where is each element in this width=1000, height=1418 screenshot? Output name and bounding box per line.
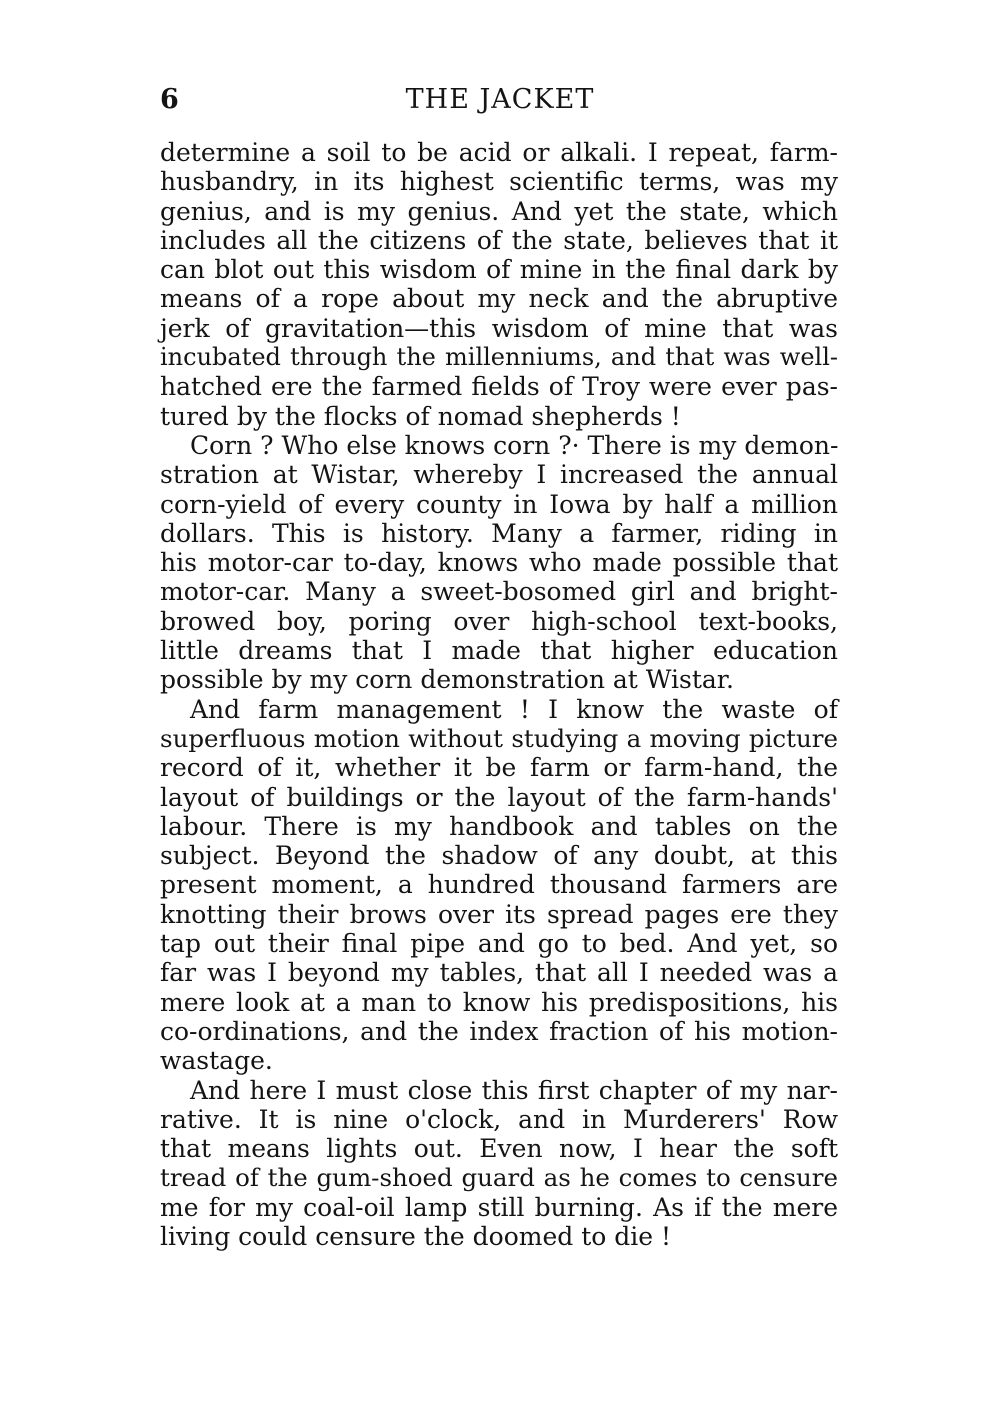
text-line: corn-yield of every county in Iowa by half a million: [160, 489, 838, 519]
text-line: tured by the flocks of nomad shepherds !: [160, 401, 681, 431]
body-text: [160, 138, 838, 1251]
text-line: possible by my corn demonstration at Wistar.: [160, 665, 734, 695]
text-line: determine a soil to be acid or alkali. I repeat, farm-: [160, 138, 838, 167]
text-line: superfluous motion without studying a moving picture: [160, 723, 838, 753]
text-line: wastage.: [160, 1046, 273, 1076]
text-line: dollars. This is history. Many a farmer, riding in: [160, 518, 838, 548]
text-line: that means lights out. Even now, I hear the soft: [160, 1134, 838, 1164]
text-line: includes all the citizens of the state, believes that it: [160, 225, 838, 255]
text-line: tap out their final pipe and go to bed. And yet, so: [160, 929, 838, 959]
text-line: browed boy, poring over high-school text-books,: [160, 606, 838, 636]
text-line: subject. Beyond the shadow of any doubt, at this: [160, 841, 838, 871]
text-line: incubated through the millenniums, and that was well-: [160, 343, 838, 372]
text-line: knotting their brows over its spread pages ere they: [160, 899, 838, 929]
text-line: his motor-car to-day, knows who made possible that: [160, 548, 838, 578]
text-line: And here I must close this first chapter of my nar-: [190, 1075, 838, 1105]
text-line: tread of the gum-shoed guard as he comes to censure: [160, 1163, 838, 1193]
text-line: living could censure the doomed to die !: [160, 1221, 672, 1251]
text-line: mere look at a man to know his predispositions, his: [160, 987, 838, 1017]
text-line: hatched ere the farmed fields of Troy were ever pas-: [160, 372, 838, 402]
text-line: motor-car. Many a sweet-bosomed girl and bright-: [160, 577, 838, 607]
text-line: rative. It is nine o'clock, and in Murderers' Row: [160, 1104, 838, 1134]
text-line: genius, and is my genius. And yet the state, which: [160, 196, 838, 226]
text-line: present moment, a hundred thousand farmers are: [160, 870, 838, 900]
text-line: can blot out this wisdom of mine in the final dark by: [160, 255, 838, 285]
text-line: Corn ? Who else knows corn ?· There is my demon-: [190, 430, 839, 460]
text-line: means of a rope about my neck and the abruptive: [160, 284, 838, 314]
text-line: far was I beyond my tables, that all I needed was a: [160, 958, 838, 988]
text-line: stration at Wistar, whereby I increased the annual: [160, 460, 838, 490]
text-line: labour. There is my handbook and tables on the: [160, 811, 838, 841]
page-number: 6: [160, 84, 179, 115]
text-line: And farm management ! I know the waste of: [190, 694, 838, 724]
text-line: me for my coal-oil lamp still burning. As if the mere: [160, 1192, 838, 1222]
text-line: co-ordinations, and the index fraction of his motion-: [160, 1016, 838, 1046]
text-line: layout of buildings or the layout of the farm-hands': [160, 782, 838, 812]
text-line: jerk of gravitation—this wisdom of mine that was: [160, 313, 838, 343]
running-title: THE JACKET: [405, 84, 595, 115]
text-line: husbandry, in its highest scientific terms, was my: [160, 167, 838, 197]
text-line: record of it, whether it be farm or farm-hand, the: [160, 753, 838, 783]
text-line: little dreams that I made that higher education: [160, 636, 838, 666]
